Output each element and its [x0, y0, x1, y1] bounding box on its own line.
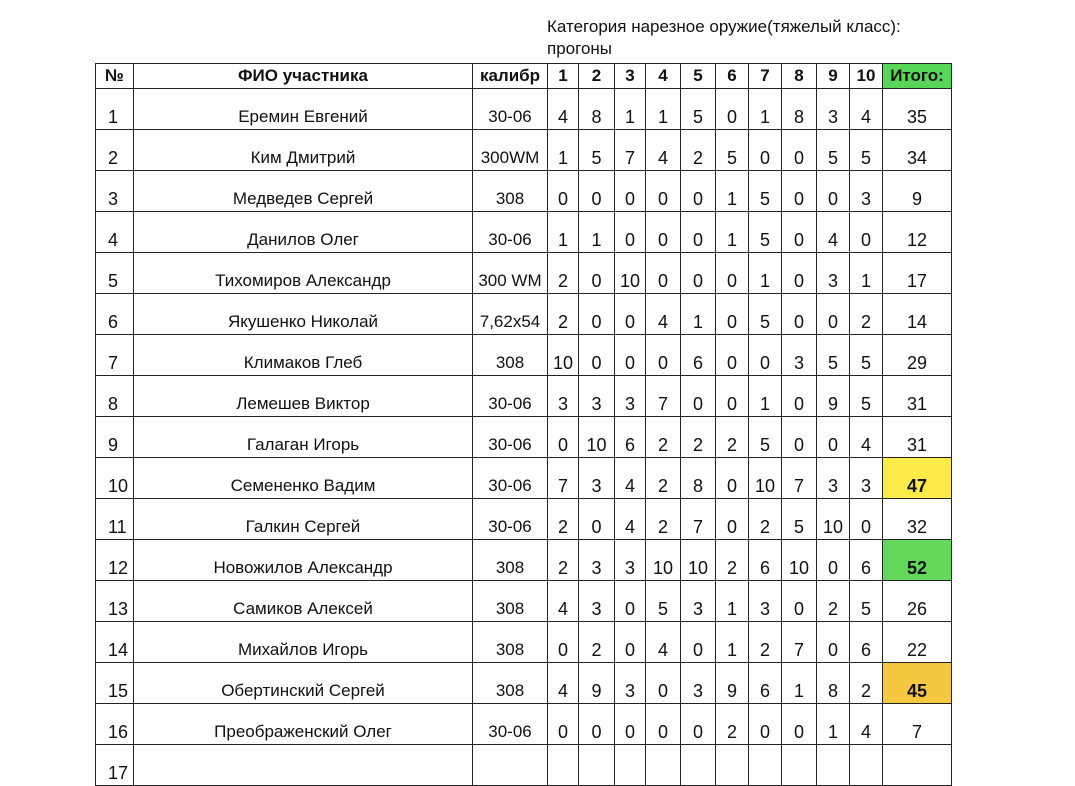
run-5-score-cell: 6 [681, 335, 716, 376]
caliber-cell: 30-06 [473, 89, 548, 130]
run-4-score-cell: 1 [646, 89, 681, 130]
row-number-cell: 9 [96, 417, 134, 458]
run-8-score-cell: 0 [782, 171, 817, 212]
table-row [96, 253, 952, 294]
run-10-score-cell: 0 [850, 499, 883, 540]
run-5-score-cell: 8 [681, 458, 716, 499]
run-2-score-cell: 5 [579, 130, 615, 171]
table-row [96, 540, 952, 581]
participant-name-cell: Тихомиров Александр [134, 253, 473, 294]
header-run-4: 4 [646, 64, 681, 89]
run-5-score-cell: 3 [681, 581, 716, 622]
caliber-cell: 300WM [473, 130, 548, 171]
run-1-score-cell: 4 [548, 89, 579, 130]
total-cell: 32 [883, 499, 952, 540]
run-3-score-cell: 3 [615, 376, 646, 417]
run-5-score-cell: 7 [681, 499, 716, 540]
header-run-7: 7 [749, 64, 782, 89]
run-9-score-cell: 4 [817, 212, 850, 253]
run-6-score-cell: 1 [716, 212, 749, 253]
run-1-score-cell: 7 [548, 458, 579, 499]
run-2-score-cell [579, 745, 615, 786]
run-4-score-cell: 0 [646, 663, 681, 704]
header-run-9: 9 [817, 64, 850, 89]
run-1-score-cell: 10 [548, 335, 579, 376]
run-10-score-cell: 5 [850, 376, 883, 417]
run-7-score-cell: 2 [749, 499, 782, 540]
caliber-cell: 308 [473, 171, 548, 212]
table-row [96, 499, 952, 540]
participant-name-cell: Лемешев Виктор [134, 376, 473, 417]
run-10-score-cell: 6 [850, 540, 883, 581]
caliber-cell: 30-06 [473, 458, 548, 499]
run-6-score-cell: 2 [716, 417, 749, 458]
participant-name-cell: Климаков Глеб [134, 335, 473, 376]
run-1-score-cell: 0 [548, 622, 579, 663]
participant-name-cell: Преображенский Олег [134, 704, 473, 745]
run-10-score-cell: 2 [850, 663, 883, 704]
run-8-score-cell: 0 [782, 704, 817, 745]
total-cell: 14 [883, 294, 952, 335]
run-8-score-cell: 0 [782, 212, 817, 253]
run-9-score-cell: 8 [817, 663, 850, 704]
run-9-score-cell: 0 [817, 294, 850, 335]
run-6-score-cell [716, 745, 749, 786]
run-6-score-cell: 9 [716, 663, 749, 704]
run-9-score-cell: 0 [817, 171, 850, 212]
run-6-score-cell: 1 [716, 622, 749, 663]
run-1-score-cell: 1 [548, 130, 579, 171]
run-3-score-cell: 0 [615, 581, 646, 622]
run-10-score-cell: 3 [850, 458, 883, 499]
caliber-cell [473, 745, 548, 786]
run-4-score-cell: 0 [646, 335, 681, 376]
run-7-score-cell: 5 [749, 294, 782, 335]
table-row [96, 335, 952, 376]
run-9-score-cell [817, 745, 850, 786]
header-run-1: 1 [548, 64, 579, 89]
participant-name-cell: Якушенко Николай [134, 294, 473, 335]
participant-name-cell: Ким Дмитрий [134, 130, 473, 171]
header-caliber: калибр [473, 64, 548, 89]
run-9-score-cell: 5 [817, 130, 850, 171]
run-7-score-cell: 0 [749, 130, 782, 171]
table-row [96, 458, 952, 499]
run-5-score-cell: 1 [681, 294, 716, 335]
run-6-score-cell: 1 [716, 171, 749, 212]
run-6-score-cell: 0 [716, 499, 749, 540]
total-cell: 29 [883, 335, 952, 376]
total-cell: 17 [883, 253, 952, 294]
caliber-cell: 308 [473, 540, 548, 581]
run-5-score-cell: 0 [681, 376, 716, 417]
run-2-score-cell: 0 [579, 499, 615, 540]
table-row [96, 212, 952, 253]
row-number-cell: 15 [96, 663, 134, 704]
run-8-score-cell: 8 [782, 89, 817, 130]
run-3-score-cell: 7 [615, 130, 646, 171]
header-run-10: 10 [850, 64, 883, 89]
participant-name-cell: Галаган Игорь [134, 417, 473, 458]
run-3-score-cell: 3 [615, 663, 646, 704]
participant-name-cell [134, 745, 473, 786]
run-4-score-cell: 5 [646, 581, 681, 622]
run-3-score-cell: 3 [615, 540, 646, 581]
run-6-score-cell: 5 [716, 130, 749, 171]
total-cell: 35 [883, 89, 952, 130]
run-4-score-cell: 4 [646, 130, 681, 171]
row-number-cell: 11 [96, 499, 134, 540]
total-cell: 9 [883, 171, 952, 212]
row-number-cell: 4 [96, 212, 134, 253]
run-4-score-cell: 0 [646, 171, 681, 212]
run-9-score-cell: 3 [817, 253, 850, 294]
run-2-score-cell: 1 [579, 212, 615, 253]
run-3-score-cell: 0 [615, 622, 646, 663]
caliber-cell: 30-06 [473, 417, 548, 458]
run-10-score-cell: 0 [850, 212, 883, 253]
run-8-score-cell: 7 [782, 458, 817, 499]
run-4-score-cell: 0 [646, 212, 681, 253]
run-3-score-cell: 0 [615, 335, 646, 376]
run-2-score-cell: 10 [579, 417, 615, 458]
caliber-cell: 300 WM [473, 253, 548, 294]
run-10-score-cell: 1 [850, 253, 883, 294]
category-title: Категория нарезное оружие(тяжелый класс): прогоны [547, 17, 901, 58]
run-5-score-cell: 3 [681, 663, 716, 704]
caliber-cell: 30-06 [473, 704, 548, 745]
table-row [96, 581, 952, 622]
table-row [96, 171, 952, 212]
run-3-score-cell: 0 [615, 171, 646, 212]
table-row [96, 130, 952, 171]
header-name: ФИО участника [134, 64, 473, 89]
run-6-score-cell: 0 [716, 335, 749, 376]
run-1-score-cell: 3 [548, 376, 579, 417]
run-9-score-cell: 0 [817, 540, 850, 581]
run-10-score-cell: 5 [850, 335, 883, 376]
run-3-score-cell: 4 [615, 499, 646, 540]
header-row [96, 64, 952, 89]
run-8-score-cell: 5 [782, 499, 817, 540]
run-8-score-cell: 0 [782, 130, 817, 171]
run-9-score-cell: 5 [817, 335, 850, 376]
run-5-score-cell: 2 [681, 130, 716, 171]
run-7-score-cell: 1 [749, 89, 782, 130]
run-6-score-cell: 2 [716, 704, 749, 745]
run-8-score-cell: 0 [782, 294, 817, 335]
run-9-score-cell: 1 [817, 704, 850, 745]
run-7-score-cell: 5 [749, 417, 782, 458]
run-2-score-cell: 3 [579, 581, 615, 622]
table-row [96, 704, 952, 745]
run-2-score-cell: 0 [579, 704, 615, 745]
run-7-score-cell: 10 [749, 458, 782, 499]
table-row [96, 663, 952, 704]
run-1-score-cell: 2 [548, 253, 579, 294]
row-number-cell: 7 [96, 335, 134, 376]
run-8-score-cell [782, 745, 817, 786]
run-7-score-cell: 6 [749, 663, 782, 704]
run-10-score-cell [850, 745, 883, 786]
caliber-cell: 308 [473, 663, 548, 704]
run-3-score-cell: 1 [615, 89, 646, 130]
row-number-cell: 13 [96, 581, 134, 622]
row-number-cell: 6 [96, 294, 134, 335]
total-cell: 31 [883, 376, 952, 417]
table-row [96, 417, 952, 458]
caliber-cell: 308 [473, 335, 548, 376]
run-1-score-cell: 0 [548, 704, 579, 745]
run-5-score-cell: 2 [681, 417, 716, 458]
table-row [96, 745, 952, 786]
run-3-score-cell: 10 [615, 253, 646, 294]
participant-name-cell: Семененко Вадим [134, 458, 473, 499]
run-4-score-cell: 4 [646, 622, 681, 663]
run-4-score-cell: 4 [646, 294, 681, 335]
row-number-cell: 14 [96, 622, 134, 663]
row-number-cell: 1 [96, 89, 134, 130]
run-1-score-cell: 0 [548, 417, 579, 458]
run-1-score-cell: 4 [548, 663, 579, 704]
run-4-score-cell: 2 [646, 499, 681, 540]
total-cell: 22 [883, 622, 952, 663]
run-9-score-cell: 3 [817, 458, 850, 499]
row-number-cell: 2 [96, 130, 134, 171]
participant-name-cell: Еремин Евгений [134, 89, 473, 130]
run-9-score-cell: 0 [817, 622, 850, 663]
participant-name-cell: Галкин Сергей [134, 499, 473, 540]
run-6-score-cell: 0 [716, 458, 749, 499]
table-row [96, 622, 952, 663]
total-cell [883, 745, 952, 786]
run-10-score-cell: 4 [850, 89, 883, 130]
run-7-score-cell: 5 [749, 171, 782, 212]
run-2-score-cell: 3 [579, 540, 615, 581]
table-row [96, 376, 952, 417]
run-8-score-cell: 1 [782, 663, 817, 704]
run-9-score-cell: 9 [817, 376, 850, 417]
run-1-score-cell: 0 [548, 171, 579, 212]
run-4-score-cell: 10 [646, 540, 681, 581]
run-7-score-cell: 5 [749, 212, 782, 253]
table-row [96, 89, 952, 130]
participant-name-cell: Самиков Алексей [134, 581, 473, 622]
caliber-cell: 30-06 [473, 376, 548, 417]
header-run-6: 6 [716, 64, 749, 89]
run-7-score-cell: 2 [749, 622, 782, 663]
run-10-score-cell: 2 [850, 294, 883, 335]
run-9-score-cell: 2 [817, 581, 850, 622]
run-1-score-cell: 2 [548, 540, 579, 581]
caliber-cell: 7,62x54 [473, 294, 548, 335]
run-7-score-cell: 6 [749, 540, 782, 581]
run-2-score-cell: 8 [579, 89, 615, 130]
run-10-score-cell: 6 [850, 622, 883, 663]
run-1-score-cell: 1 [548, 212, 579, 253]
run-9-score-cell: 0 [817, 417, 850, 458]
run-2-score-cell: 3 [579, 376, 615, 417]
caliber-cell: 308 [473, 581, 548, 622]
run-6-score-cell: 0 [716, 253, 749, 294]
run-8-score-cell: 0 [782, 376, 817, 417]
run-5-score-cell: 0 [681, 253, 716, 294]
run-3-score-cell: 0 [615, 704, 646, 745]
run-10-score-cell: 3 [850, 171, 883, 212]
run-7-score-cell: 1 [749, 253, 782, 294]
run-2-score-cell: 9 [579, 663, 615, 704]
run-7-score-cell: 0 [749, 704, 782, 745]
header-run-3: 3 [615, 64, 646, 89]
run-3-score-cell: 4 [615, 458, 646, 499]
run-6-score-cell: 2 [716, 540, 749, 581]
run-4-score-cell: 2 [646, 417, 681, 458]
run-8-score-cell: 0 [782, 417, 817, 458]
run-8-score-cell: 10 [782, 540, 817, 581]
run-5-score-cell [681, 745, 716, 786]
run-2-score-cell: 0 [579, 253, 615, 294]
run-10-score-cell: 5 [850, 581, 883, 622]
run-5-score-cell: 0 [681, 622, 716, 663]
total-cell: 12 [883, 212, 952, 253]
participant-name-cell: Медведев Сергей [134, 171, 473, 212]
run-5-score-cell: 0 [681, 171, 716, 212]
run-2-score-cell: 3 [579, 458, 615, 499]
run-2-score-cell: 0 [579, 171, 615, 212]
header-run-2: 2 [579, 64, 615, 89]
header-run-5: 5 [681, 64, 716, 89]
total-cell: 45 [883, 663, 952, 704]
run-10-score-cell: 5 [850, 130, 883, 171]
row-number-cell: 17 [96, 745, 134, 786]
run-1-score-cell: 2 [548, 294, 579, 335]
run-3-score-cell: 0 [615, 212, 646, 253]
run-7-score-cell [749, 745, 782, 786]
run-5-score-cell: 0 [681, 212, 716, 253]
total-cell: 34 [883, 130, 952, 171]
run-4-score-cell: 2 [646, 458, 681, 499]
total-cell: 47 [883, 458, 952, 499]
caliber-cell: 308 [473, 622, 548, 663]
results-table [95, 63, 952, 786]
run-1-score-cell: 4 [548, 581, 579, 622]
run-9-score-cell: 3 [817, 89, 850, 130]
caliber-cell: 30-06 [473, 499, 548, 540]
run-7-score-cell: 0 [749, 335, 782, 376]
run-8-score-cell: 0 [782, 253, 817, 294]
row-number-cell: 16 [96, 704, 134, 745]
total-cell: 26 [883, 581, 952, 622]
row-number-cell: 5 [96, 253, 134, 294]
run-6-score-cell: 0 [716, 376, 749, 417]
run-5-score-cell: 10 [681, 540, 716, 581]
run-2-score-cell: 0 [579, 335, 615, 376]
header-run-8: 8 [782, 64, 817, 89]
run-7-score-cell: 3 [749, 581, 782, 622]
participant-name-cell: Данилов Олег [134, 212, 473, 253]
run-6-score-cell: 0 [716, 294, 749, 335]
run-8-score-cell: 0 [782, 581, 817, 622]
run-1-score-cell: 2 [548, 499, 579, 540]
run-9-score-cell: 10 [817, 499, 850, 540]
total-cell: 52 [883, 540, 952, 581]
header-num: № [96, 64, 134, 89]
participant-name-cell: Обертинский Сергей [134, 663, 473, 704]
row-number-cell: 10 [96, 458, 134, 499]
run-6-score-cell: 1 [716, 581, 749, 622]
run-1-score-cell [548, 745, 579, 786]
row-number-cell: 12 [96, 540, 134, 581]
run-3-score-cell: 0 [615, 294, 646, 335]
run-4-score-cell: 0 [646, 253, 681, 294]
run-4-score-cell: 7 [646, 376, 681, 417]
run-4-score-cell [646, 745, 681, 786]
row-number-cell: 3 [96, 171, 134, 212]
total-cell: 7 [883, 704, 952, 745]
table-row [96, 294, 952, 335]
run-3-score-cell [615, 745, 646, 786]
run-5-score-cell: 0 [681, 704, 716, 745]
run-3-score-cell: 6 [615, 417, 646, 458]
participant-name-cell: Михайлов Игорь [134, 622, 473, 663]
run-2-score-cell: 2 [579, 622, 615, 663]
run-10-score-cell: 4 [850, 417, 883, 458]
run-10-score-cell: 4 [850, 704, 883, 745]
run-4-score-cell: 0 [646, 704, 681, 745]
header-total: Итого: [883, 64, 952, 89]
row-number-cell: 8 [96, 376, 134, 417]
run-2-score-cell: 0 [579, 294, 615, 335]
run-6-score-cell: 0 [716, 89, 749, 130]
participant-name-cell: Новожилов Александр [134, 540, 473, 581]
caliber-cell: 30-06 [473, 212, 548, 253]
total-cell: 31 [883, 417, 952, 458]
run-7-score-cell: 1 [749, 376, 782, 417]
run-5-score-cell: 5 [681, 89, 716, 130]
run-8-score-cell: 3 [782, 335, 817, 376]
run-8-score-cell: 7 [782, 622, 817, 663]
